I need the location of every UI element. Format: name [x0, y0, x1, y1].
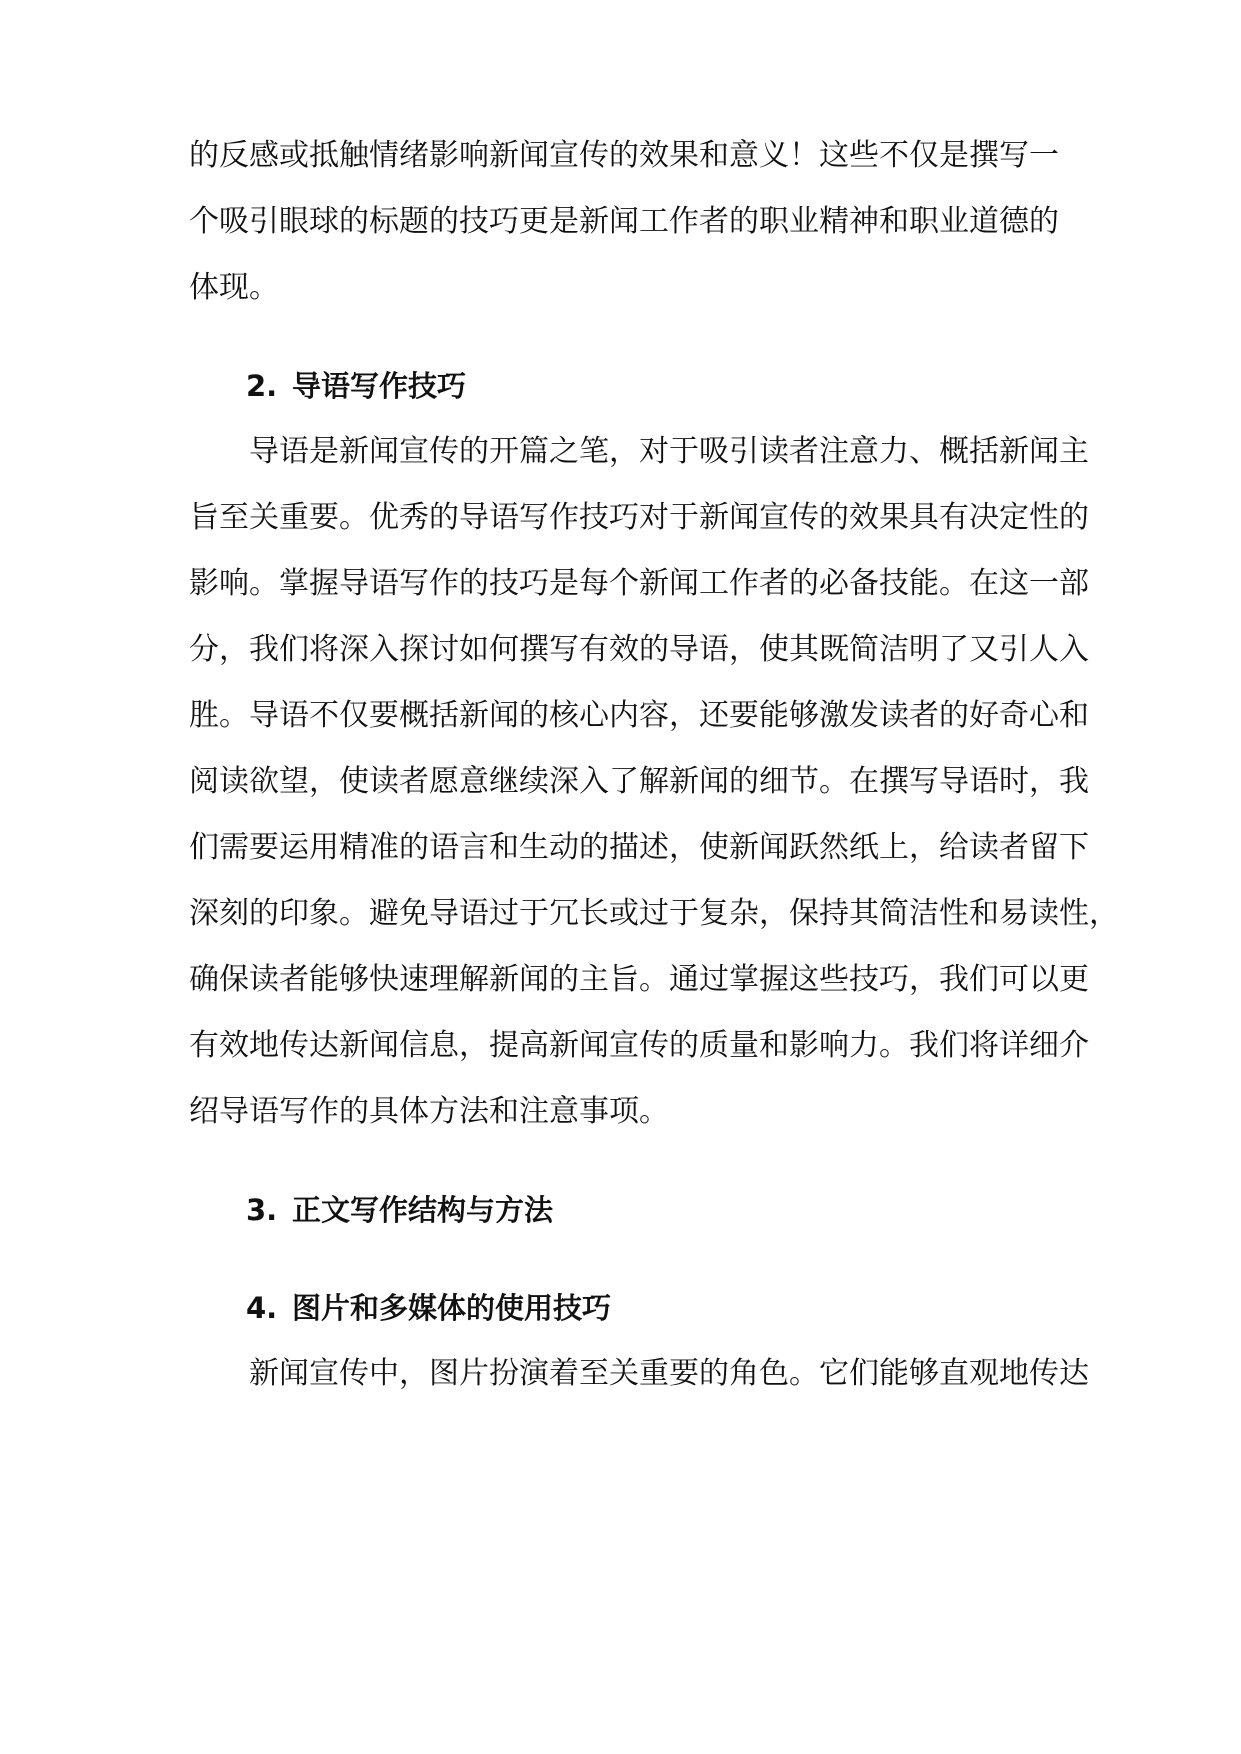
paragraph-line: 绍导语写作的具体方法和注意事项。 — [189, 1094, 669, 1129]
paragraph-line: 新闻宣传中，图片扮演着至关重要的角色。它们能够直观地传达 — [189, 1356, 1089, 1391]
paragraph-line: 确保读者能够快速理解新闻的主旨。通过掌握这些技巧，我们可以更 — [189, 962, 1089, 997]
paragraph-line: 阅读欲望，使读者愿意继续深入了解新闻的细节。在撰写导语时，我 — [189, 764, 1089, 799]
paragraph-line: 个吸引眼球的标题的技巧更是新闻工作者的职业精神和职业道德的 — [189, 204, 1059, 239]
section-number: 2. — [246, 369, 278, 403]
paragraph-line: 体现。 — [189, 270, 279, 305]
paragraph-line: 深刻的印象。避免导语过于冗长或过于复杂，保持其简洁性和易读性， — [189, 896, 1119, 931]
paragraph-line: 旨至关重要。优秀的导语写作技巧对于新闻宣传的效果具有决定性的 — [189, 500, 1089, 535]
paragraph-line: 们需要运用精准的语言和生动的描述，使新闻跃然纸上，给读者留下 — [189, 830, 1089, 865]
section-title: 正文写作结构与方法 — [292, 1193, 554, 1227]
section-heading-2 — [246, 366, 466, 406]
paragraph-line: 的反感或抵触情绪影响新闻宣传的效果和意义！这些不仅是撰写一 — [189, 138, 1059, 173]
section-number: 3. — [246, 1193, 278, 1227]
paragraph-line: 分，我们将深入探讨如何撰写有效的导语，使其既简洁明了又引人入 — [189, 632, 1089, 667]
section-title: 图片和多媒体的使用技巧 — [292, 1291, 612, 1325]
paragraph-line: 影响。掌握导语写作的技巧是每个新闻工作者的必备技能。在这一部 — [189, 566, 1089, 601]
paragraph-line: 导语是新闻宣传的开篇之笔，对于吸引读者注意力、概括新闻主 — [189, 434, 1089, 469]
section-heading-3 — [246, 1190, 553, 1230]
section-number: 4. — [246, 1291, 278, 1325]
section-heading-4 — [246, 1288, 611, 1328]
paragraph-line: 有效地传达新闻信息，提高新闻宣传的质量和影响力。我们将详细介 — [189, 1028, 1089, 1063]
paragraph-line: 胜。导语不仅要概括新闻的核心内容，还要能够激发读者的好奇心和 — [189, 698, 1089, 733]
section-title: 导语写作技巧 — [292, 369, 467, 403]
